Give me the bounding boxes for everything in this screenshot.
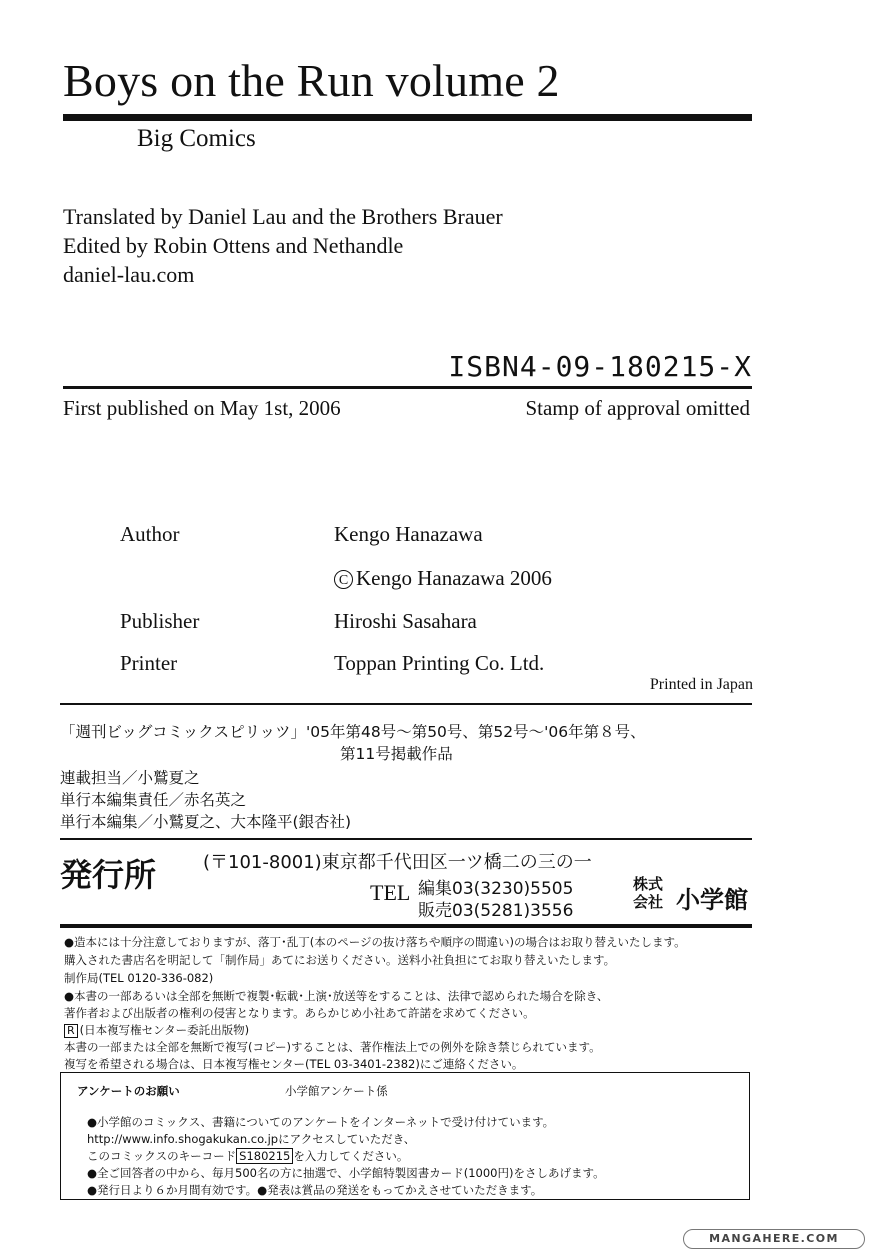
first-published: First published on May 1st, 2006 <box>63 396 341 420</box>
notice-line-1: ●造本には十分注意しておりますが、落丁･乱丁(本のページの抜け落ちや順序の間違い)の場合はお取り替えいたします。 <box>64 935 686 949</box>
publisher-label: Publisher <box>120 609 200 633</box>
imprint-name: Big Comics <box>137 125 256 152</box>
serialization-divider <box>60 703 752 705</box>
book-title: Boys on the Run volume 2 <box>63 55 560 106</box>
isbn-divider <box>63 386 752 389</box>
survey-url[interactable]: http://www.info.shogakukan.co.jp <box>87 1132 279 1146</box>
notice-line-5: 著作者および出版者の権利の侵害となります。あらかじめ小社あて許諾を求めてください。 <box>64 1006 535 1020</box>
tel-sales: 販売03(5281)3556 <box>418 901 574 921</box>
key-code: S180215 <box>236 1148 293 1164</box>
copyright-value: Kengo Hanazawa 2006 <box>356 566 552 590</box>
jp-credit-volume-chief: 単行本編集責任／赤名英之 <box>60 791 247 809</box>
publisher-address: (〒101-8001)東京都千代田区一ツ橋二の三の一 <box>203 852 592 873</box>
site-watermark: MANGAHERE.COM <box>683 1229 865 1249</box>
notice-line-6-text: (日本複写権センター委託出版物) <box>79 1023 250 1037</box>
notice-line-8: 複写を希望される場合は、日本複写権センター(TEL 03-3401-2382)にご連絡ください。 <box>64 1057 524 1071</box>
survey-dept: 小学館アンケート係 <box>285 1084 388 1098</box>
title-divider <box>63 114 752 121</box>
survey-line-2 <box>87 1131 415 1147</box>
stamp-note: Stamp of approval omitted <box>525 396 750 420</box>
printer-label: Printer <box>120 651 178 675</box>
survey-line-5: ●発行日より６か月間有効です。●発表は賞品の発送をもってかえさせていただきます。 <box>87 1183 543 1197</box>
translator-credit: Translated by Daniel Lau and the Brothers Brauer <box>63 204 503 229</box>
hakkosho-label: 発行所 <box>60 856 157 894</box>
survey-line-4: ●全ご回答者の中から、毎月500名の方に抽選で、小学館特製図書カード(1000円)をさしあげます。 <box>87 1166 605 1180</box>
author-value: Kengo Hanazawa <box>334 522 483 546</box>
survey-line-3-before: このコミックスのキーコード <box>87 1149 237 1163</box>
registered-icon: R <box>64 1024 78 1038</box>
notice-line-2: 購入された書店名を明記して「制作局」あてにお送りください。送料小社負担にてお取り替えいたします。 <box>64 953 616 967</box>
author-label: Author <box>120 522 180 546</box>
isbn-number: ISBN4-09-180215-X <box>448 350 752 383</box>
survey-line-3 <box>87 1148 408 1164</box>
jp-credit-volume-editors: 単行本編集／小鷲夏之、大本隆平(銀杏社) <box>60 813 352 831</box>
notice-line-7: 本書の一部または全部を無断で複写(コピー)することは、著作権法上での例外を除き禁じられています。 <box>64 1040 601 1054</box>
publisher-value: Hiroshi Sasahara <box>334 609 477 633</box>
editor-credit: Edited by Robin Ottens and Nethandle <box>63 233 404 258</box>
publisher-divider <box>60 838 752 840</box>
survey-box <box>60 1072 750 1200</box>
kabushiki-line-2: 会社 <box>633 893 664 911</box>
company-name: 小学館 <box>676 886 748 914</box>
website-credit: daniel-lau.com <box>63 262 195 287</box>
notice-line-3: 制作局(TEL 0120-336-082) <box>64 971 214 985</box>
tel-label: TEL <box>370 880 411 905</box>
serialization-line-1: 「週刊ビッグコミックスピリッツ」'05年第48号～第50号、第52号～'06年第８号、 <box>60 723 646 741</box>
survey-line-3-after: を入力してください。 <box>293 1149 409 1163</box>
tel-editorial: 編集03(3230)5505 <box>418 879 574 899</box>
serialization-line-2: 第11号掲載作品 <box>340 745 453 763</box>
survey-line-2-text: にアクセスしていただき、 <box>278 1132 416 1146</box>
jp-credit-serial-editor: 連載担当／小鷲夏之 <box>60 769 200 787</box>
survey-heading: アンケートのお願い <box>77 1084 180 1098</box>
printer-value: Toppan Printing Co. Ltd. <box>334 651 545 675</box>
survey-line-1: ●小学館のコミックス、書籍についてのアンケートをインターネットで受け付けています。 <box>87 1115 555 1129</box>
kabushiki-line-1: 株式 <box>633 875 664 893</box>
copyright-line <box>334 566 552 591</box>
notice-divider <box>60 924 752 928</box>
notice-line-4: ●本書の一部あるいは全部を無断で複製･転載･上演･放送等をすることは、法律で認められた場合を除き、 <box>64 989 609 1003</box>
copyright-icon: C <box>334 570 353 589</box>
notice-line-6 <box>64 1022 249 1038</box>
printed-in-japan: Printed in Japan <box>649 676 753 693</box>
